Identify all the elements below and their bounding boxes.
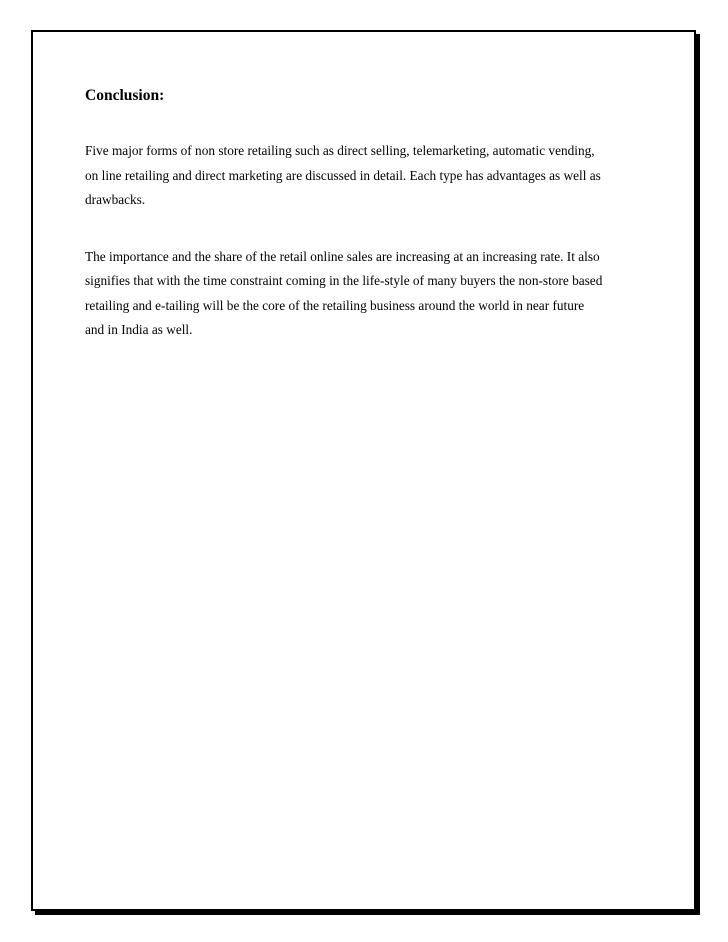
conclusion-heading: Conclusion: <box>85 87 165 104</box>
paragraph-summary <box>85 139 655 213</box>
paragraph-line: signifies that with the time constraint coming in the life-style of many buyers the non-store based <box>85 273 603 288</box>
paragraph-line: retailing and e-tailing will be the core of the retailing business around the world in near future <box>85 297 585 313</box>
paragraph-line: on line retailing and direct marketing are discussed in detail. Each type has advantages as well as <box>85 167 601 183</box>
paragraph-online-sales <box>85 245 655 343</box>
paragraph-line: drawbacks. <box>85 192 146 207</box>
paragraph-line: The importance and the share of the retail online sales are increasing at an increasing rate. It also <box>85 248 600 264</box>
document-body <box>85 84 655 375</box>
paragraph-line: and in India as well. <box>85 322 193 337</box>
paragraph-line: Five major forms of non store retailing such as direct selling, telemarketing, automatic vending, <box>85 143 595 158</box>
